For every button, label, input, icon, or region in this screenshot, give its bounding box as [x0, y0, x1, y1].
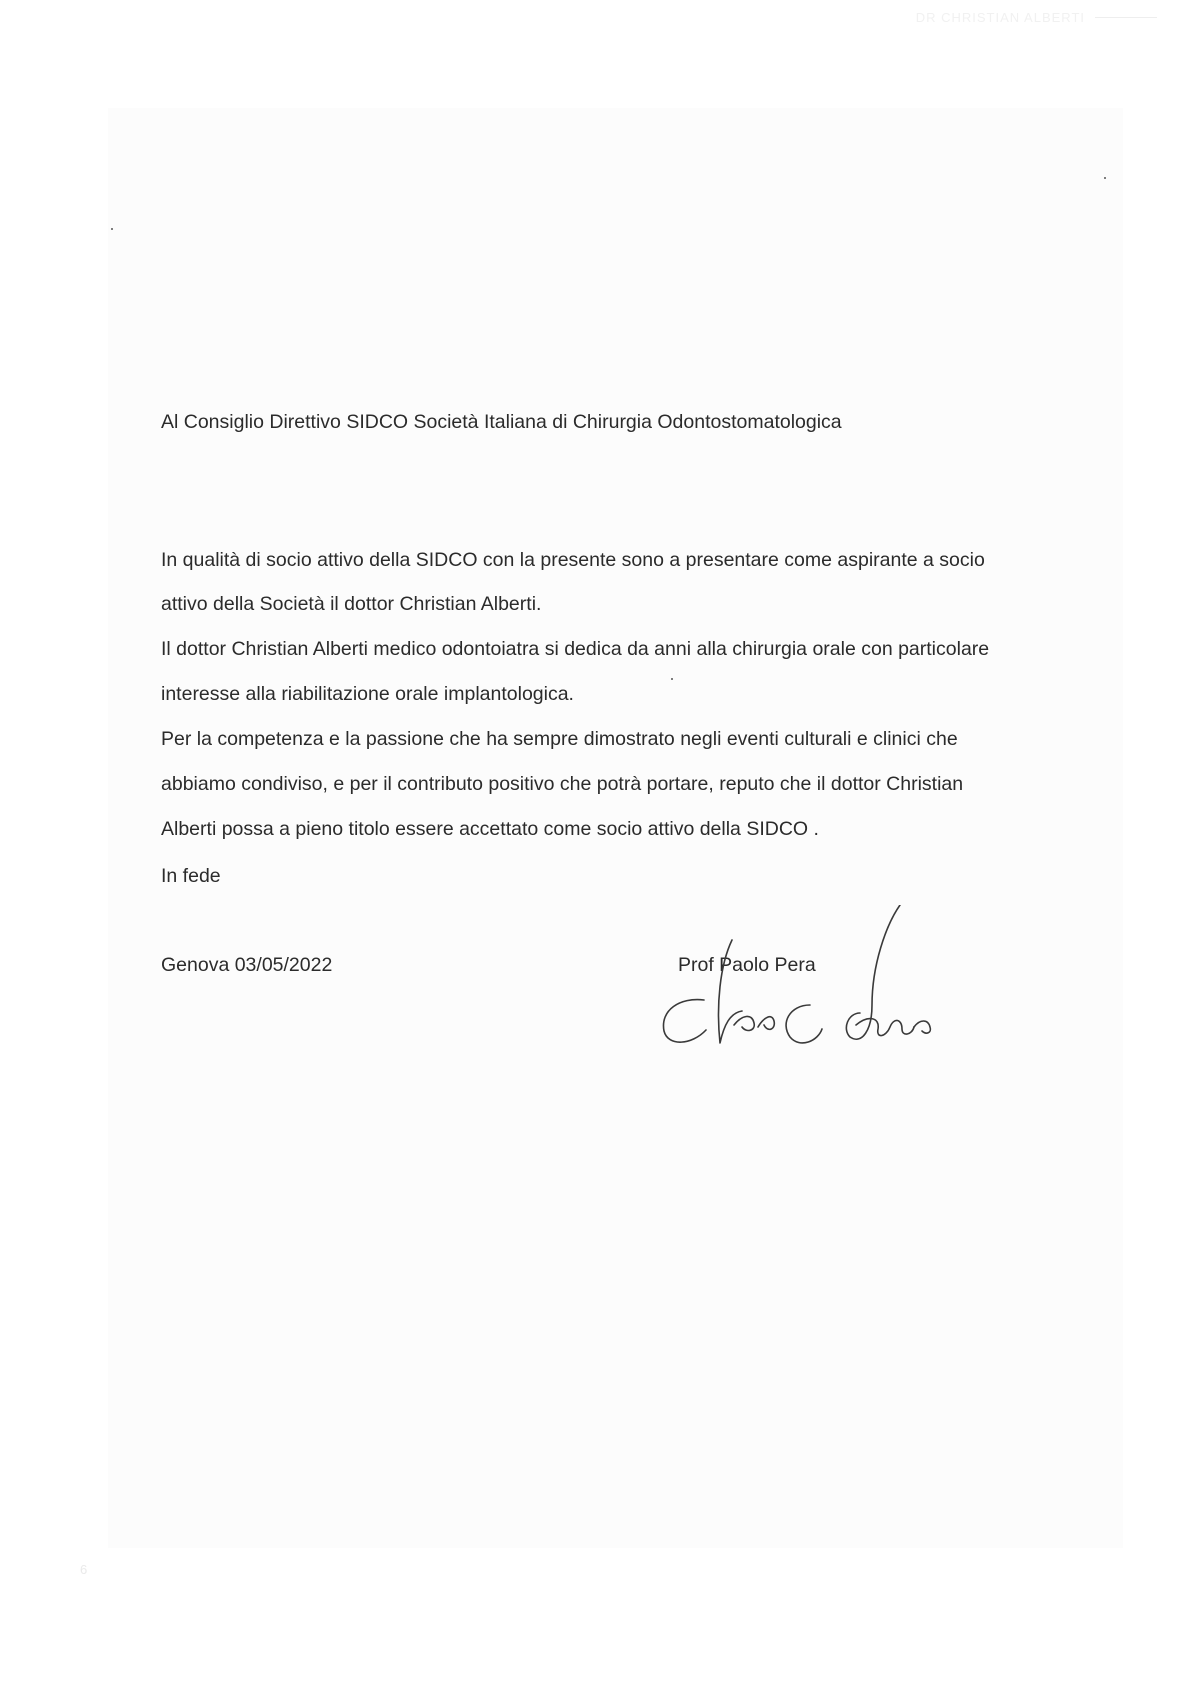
body-line-3: Il dottor Christian Alberti medico odontoiatra si dedica da anni alla chirurgia orale con particolare: [161, 638, 990, 660]
page-number: 6: [80, 1562, 88, 1577]
body-line-2: attivo della Società il dottor Christian Alberti.: [161, 593, 542, 615]
scan-speck: [111, 228, 113, 230]
body-line-5: Per la competenza e la passione che ha sempre dimostrato negli eventi culturali e clinici che: [161, 728, 958, 750]
addressee-line: Al Consiglio Direttivo SIDCO Società Italiana di Chirurgia Odontostomatologica: [161, 411, 842, 433]
body-line-4: interesse alla riabilitazione orale implantologica.: [161, 683, 574, 705]
header-rule: [1095, 17, 1157, 18]
header-watermark-text: DR CHRISTIAN ALBERTI: [915, 10, 1085, 25]
body-line-7: Alberti possa a pieno titolo essere accettato come socio attivo della SIDCO .: [161, 818, 819, 840]
closing-line: In fede: [161, 865, 221, 887]
scan-speck: [671, 678, 673, 680]
body-line-1: In qualità di socio attivo della SIDCO con la presente sono a presentare come aspirante a socio: [161, 549, 985, 571]
body-line-6: abbiamo condiviso, e per il contributo positivo che potrà portare, reputo che il dottor Christian: [161, 773, 964, 795]
scan-speck: [1104, 177, 1106, 179]
header-watermark: [916, 10, 1157, 25]
place-date: Genova 03/05/2022: [161, 954, 333, 976]
signatory-name: Prof Paolo Pera: [678, 954, 816, 976]
